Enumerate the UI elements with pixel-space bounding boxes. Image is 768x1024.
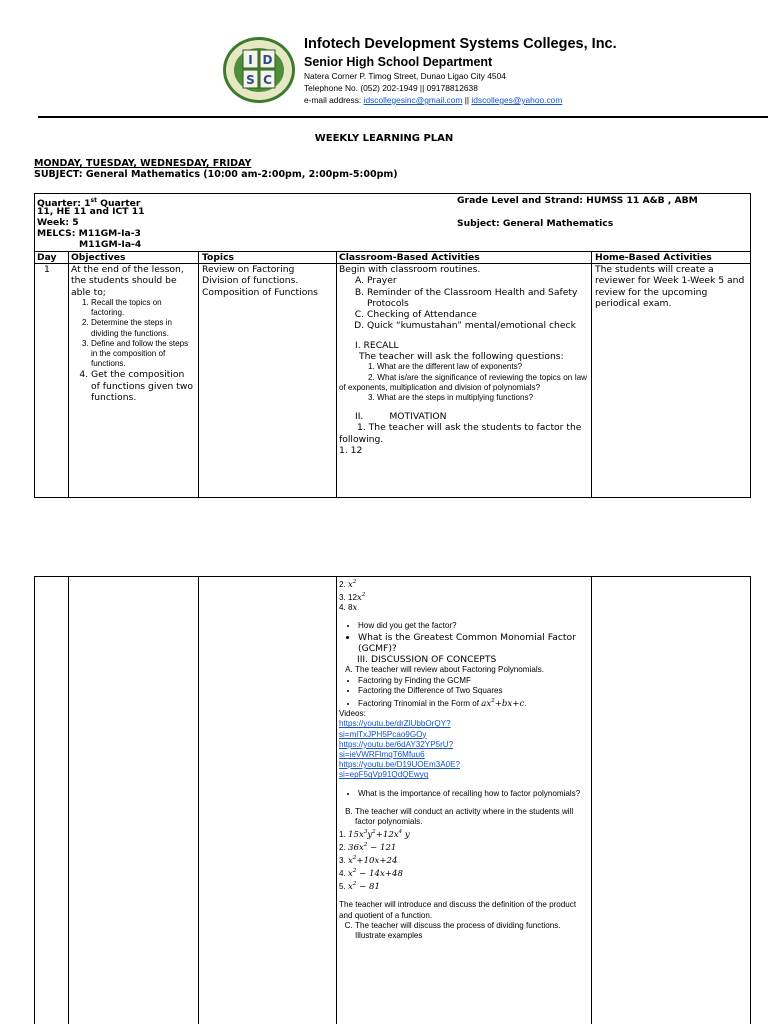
- factor-item: 4. 8x: [339, 603, 358, 614]
- section-c-text: C. The teacher will discuss the process of dividing functions. Illustrate examples: [355, 921, 587, 941]
- discussion-question: • What is the Greatest Common Monomial Factor (GCMF)?: [358, 632, 587, 655]
- table-border-right: [750, 576, 751, 1024]
- email-prefix: e-mail address:: [304, 95, 364, 105]
- topics-cell: Review on Factoring Division of functions. Composition of Functions: [202, 264, 318, 298]
- recall-question: 2. What is/are the significance of reviewing the topics on law of exponents, multiplication and division of polynomials?: [339, 372, 587, 392]
- video-link[interactable]: https://youtu.be/6dAY32YP5rU?: [339, 739, 454, 749]
- table-border-left: [34, 193, 35, 498]
- table-border-right: [750, 193, 751, 498]
- objectives-cell: [71, 264, 195, 403]
- discussion-question: • What is the importance of recalling how to factor polynomials?: [358, 789, 587, 799]
- svg-text:S: S: [246, 73, 255, 87]
- table-col-divider: [198, 576, 199, 1024]
- header-divider: [38, 116, 768, 118]
- motivation-text: 1. The teacher will ask the students to factor the following.: [339, 422, 582, 445]
- polynomial-problem: 1. $15x^3y^2+12x^4$ y: [339, 829, 410, 840]
- motivation-number: II.: [355, 411, 364, 423]
- header-topics: Topics: [202, 252, 234, 263]
- email-line: [304, 95, 562, 105]
- header-objectives: Objectives: [71, 252, 126, 263]
- svg-text:I: I: [248, 53, 253, 67]
- email-separator: ||: [462, 95, 472, 105]
- header-classroom-activities: Classroom-Based Activities: [339, 252, 480, 263]
- recall-question: 1. What are the different law of exponents?: [368, 362, 523, 372]
- college-name: Infotech Development Systems Colleges, Inc.: [304, 36, 617, 52]
- objective-item: 2. Determine the steps in dividing the functions.: [91, 318, 195, 338]
- header-day: Day: [37, 252, 57, 263]
- table-col-divider: [591, 251, 592, 498]
- college-logo: [221, 35, 297, 105]
- info-grade-left: 11, HE 11 and ICT 11: [37, 206, 145, 217]
- subject-line: SUBJECT: General Mathematics (10:00 am-2:00pm, 2:00pm-5:00pm): [34, 169, 398, 180]
- table-col-divider: [336, 251, 337, 498]
- routine-item: A. Prayer: [367, 275, 587, 286]
- day-number: 1: [44, 264, 50, 275]
- factoring-method: • Factoring the Difference of Two Squares: [358, 686, 587, 696]
- motivation-heading: [339, 411, 587, 422]
- svg-text:C: C: [263, 73, 272, 87]
- days-line: MONDAY, TUESDAY, WEDNESDAY, FRIDAY: [34, 158, 252, 169]
- video-link[interactable]: https://youtu.be/D19UOEm3A0E?: [339, 760, 461, 770]
- table-border-top: [34, 193, 751, 194]
- video-link[interactable]: si=ieVWRFlmqT6Mfuu6: [339, 749, 425, 759]
- recall-question: 3. What are the steps in multiplying functions?: [368, 392, 534, 402]
- header-home-activities: Home-Based Activities: [595, 252, 712, 263]
- classroom-activities-continued: [339, 577, 587, 941]
- table-col-divider: [336, 576, 337, 1024]
- discussion-question: • How did you get the factor?: [358, 621, 587, 631]
- factor-item: 3. $12x^2$: [339, 592, 366, 603]
- table-col-divider: [68, 576, 69, 1024]
- document-title: WEEKLY LEARNING PLAN: [314, 133, 454, 144]
- routine-item: C. Checking of Attendance: [367, 309, 587, 320]
- polynomial-problem: 2. $36x^2 - 121$: [339, 842, 397, 854]
- info-grade-right: Grade Level and Strand: HUMSS 11 A&B , ABM: [457, 195, 698, 206]
- videos-label: Videos:: [339, 709, 366, 719]
- table-col-divider: [198, 251, 199, 498]
- polynomial-problem: 3. $x^2+10x+24$: [339, 855, 398, 867]
- address: Natera Corner P. Timog Street, Dunao Ligao City 4504: [304, 71, 506, 81]
- factoring-method: • Factoring by Finding the GCMF: [358, 676, 587, 686]
- telephone: Telephone No. (052) 202-1949 || 09178812638: [304, 83, 478, 93]
- section-heading: III. DISCUSSION OF CONCEPTS: [357, 654, 497, 666]
- factor-item: 2. $x^2$: [339, 579, 357, 590]
- routine-item: B. Reminder of the Classroom Health and Safety Protocols: [367, 287, 587, 310]
- info-week: Week: 5: [37, 217, 79, 228]
- video-links: [339, 719, 587, 780]
- video-link[interactable]: si=mlTxJPH5Pcao9GOy: [339, 729, 427, 739]
- objective-item: 4. Get the composition of functions given two functions.: [91, 369, 195, 403]
- section-b-text: B. The teacher will conduct an activity where in the students will factor polynomials.: [355, 807, 587, 827]
- objective-item: 3. Define and follow the steps in the composition of functions.: [91, 339, 195, 370]
- classroom-activities-cell: [339, 264, 587, 456]
- video-link[interactable]: si=epF5qVp91QdQEwyq: [339, 770, 429, 780]
- factoring-method: • Factoring Trinomial in the Form of $ax^2+bx+c$.: [358, 696, 587, 709]
- svg-text:D: D: [262, 53, 273, 67]
- polynomial-problem: 4. $x^2 - 14x+48$: [339, 868, 403, 880]
- objectives-intro: At the end of the lesson, the students should be able to;: [71, 264, 184, 298]
- info-melcs-2: M11GM-Ia-4: [79, 239, 142, 250]
- product-quotient-intro: The teacher will introduce and discuss the definition of the product and quotient of a function.: [339, 900, 577, 920]
- video-link[interactable]: https://youtu.be/drZlUbbOrQY?: [339, 719, 451, 729]
- table-border-left: [34, 576, 35, 1024]
- email-link-gmail[interactable]: idscollegesinc@gmail.com: [363, 95, 463, 105]
- recall-title: I. RECALL: [355, 339, 399, 351]
- table-border-bottom: [34, 497, 751, 498]
- info-quarter: Quarter: 1st Quarter: [37, 197, 141, 210]
- routine-item: D. Quick “kumustahan” mental/emotional check: [367, 320, 587, 331]
- recall-intro: The teacher will ask the following questions:: [359, 351, 564, 363]
- objective-item: 1. Recall the topics on factoring.: [91, 298, 195, 318]
- factor-item: 1. 12: [339, 445, 363, 457]
- table-col-divider: [591, 576, 592, 1024]
- motivation-title: MOTIVATION: [389, 411, 447, 423]
- home-activities-cell: The students will create a reviewer for Week 1-Week 5 and review for the upcoming periodical exam.: [595, 264, 745, 309]
- polynomial-problem: 5. $x^2 - 81$: [339, 881, 380, 893]
- info-subject-right: Subject: General Mathematics: [457, 218, 614, 229]
- department-name: Senior High School Department: [304, 55, 493, 69]
- info-melcs: MELCS: M11GM-Ia-3: [37, 228, 141, 239]
- section-a-text: A. The teacher will review about Factoring Polynomials.: [355, 665, 587, 675]
- email-link-yahoo[interactable]: idscolleges@yahoo.com: [471, 95, 563, 105]
- table-col-divider: [68, 251, 69, 498]
- routines-intro: Begin with classroom routines.: [339, 264, 481, 275]
